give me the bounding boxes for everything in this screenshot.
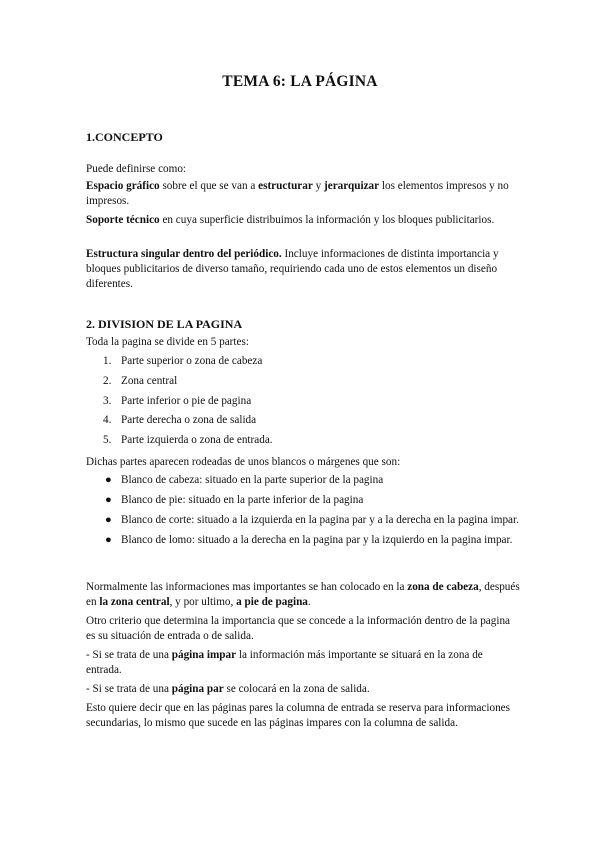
emphasis: página par bbox=[171, 683, 224, 695]
emphasis: estructurar bbox=[258, 180, 313, 192]
definition-text: sobre el que se van a bbox=[159, 180, 259, 192]
list-item bbox=[86, 374, 520, 394]
definition-text: los elementos impresos y no impresos. bbox=[86, 180, 509, 207]
term: Espacio gráfico bbox=[86, 180, 160, 192]
term: Estructura singular dentro del periódico. bbox=[86, 248, 282, 260]
bullet-item-text: Blanco de corte: situado a la izquierda en la pagina par y a la derecha en la pagina impar. bbox=[121, 514, 519, 526]
list-item bbox=[86, 354, 520, 374]
division-intro: Toda la pagina se divide en 5 partes: bbox=[86, 336, 249, 348]
list-number: 3. bbox=[103, 394, 112, 407]
list-item-text: Zona central bbox=[121, 374, 178, 387]
bullet-item-text: Blanco de cabeza: situado en la parte superior de la pagina bbox=[121, 474, 384, 486]
importance-paragraph bbox=[86, 580, 520, 610]
section-heading-division: 2. DIVISION DE LA PAGINA bbox=[86, 317, 243, 331]
list-number: 2. bbox=[103, 374, 112, 387]
list-item bbox=[86, 433, 520, 453]
paragraph-text: . bbox=[307, 596, 311, 608]
bullet-item-text: Blanco de pie: situado en la parte inferior de la pagina bbox=[121, 494, 364, 506]
bullet-item bbox=[86, 513, 520, 528]
list-number: 4. bbox=[103, 414, 112, 427]
emphasis: zona de cabeza bbox=[407, 581, 479, 593]
margins-intro: Dichas partes aparecen rodeadas de unos blancos o márgenes que son: bbox=[86, 456, 401, 468]
impar-paragraph bbox=[86, 648, 520, 678]
criterion-paragraph: Otro criterio que determina la importancia que se concede a la información dentro de la pagina es su situación de entrada o de salida. bbox=[86, 615, 511, 642]
list-number: 5. bbox=[103, 434, 112, 447]
paragraph-text: - Si se trata de una bbox=[86, 649, 172, 661]
par-paragraph bbox=[86, 682, 520, 697]
bullet-item-text: Blanco de lomo: situado a la derecha en la pagina par y la izquierdo en la pagina impar. bbox=[121, 534, 513, 546]
bullet-icon: ● bbox=[105, 514, 112, 526]
definition-soporte-tecnico bbox=[86, 213, 520, 228]
term: Soporte técnico bbox=[86, 214, 160, 226]
page-title: TEMA 6: LA PÁGINA bbox=[222, 73, 378, 90]
margins-list bbox=[86, 473, 520, 553]
list-item-text: Parte derecha o zona de salida bbox=[121, 414, 257, 427]
parts-list bbox=[86, 354, 520, 453]
bullet-item bbox=[86, 493, 520, 508]
paragraph-text: Normalmente las informaciones mas importantes se han colocado en la bbox=[86, 581, 408, 593]
definition-estructura-singular bbox=[86, 247, 520, 292]
concepto-intro: Puede definirse como: bbox=[86, 163, 187, 175]
emphasis: página impar bbox=[171, 649, 237, 661]
definition-espacio-grafico bbox=[86, 179, 520, 209]
definition-text: y bbox=[312, 180, 324, 192]
paragraph-text: la información más importante se situará en la zona de entrada. bbox=[86, 649, 483, 676]
paragraph-text: se colocará en la zona de salida. bbox=[223, 683, 370, 695]
definition-text: en cuya superficie distribuimos la información y los bloques publicitarios. bbox=[159, 214, 495, 226]
bullet-icon: ● bbox=[105, 534, 112, 546]
list-item-text: Parte superior o zona de cabeza bbox=[121, 355, 263, 367]
bullet-icon: ● bbox=[105, 474, 112, 486]
emphasis: a pie de pagina bbox=[236, 596, 308, 608]
emphasis: la zona central bbox=[99, 596, 170, 608]
paragraph-text: , y por ultimo, bbox=[169, 596, 237, 608]
section-heading-concepto: 1.CONCEPTO bbox=[86, 130, 163, 144]
list-number: 1. bbox=[103, 355, 112, 367]
definition-text: Incluye informaciones de distinta importancia y bloques publicitarios de diverso tamaño, requiriendo cada uno de estos elementos un diseño diferentes. bbox=[86, 248, 499, 290]
list-item bbox=[86, 413, 520, 433]
paragraph-text: , después en bbox=[86, 581, 520, 608]
list-item-text: Parte izquierda o zona de entrada. bbox=[121, 434, 273, 447]
bullet-item bbox=[86, 533, 520, 548]
list-item bbox=[86, 394, 520, 414]
list-item-text: Parte inferior o pie de pagina bbox=[121, 394, 252, 407]
bullet-icon: ● bbox=[105, 494, 112, 506]
paragraph-text: - Si se trata de una bbox=[86, 683, 172, 695]
emphasis: jerarquizar bbox=[324, 180, 380, 192]
bullet-item bbox=[86, 473, 520, 488]
closing-paragraph: Esto quiere decir que en las páginas pares la columna de entrada se reserva para informaciones secundarias, lo mismo que sucede en las páginas impares con la columna de salida. bbox=[86, 702, 511, 729]
